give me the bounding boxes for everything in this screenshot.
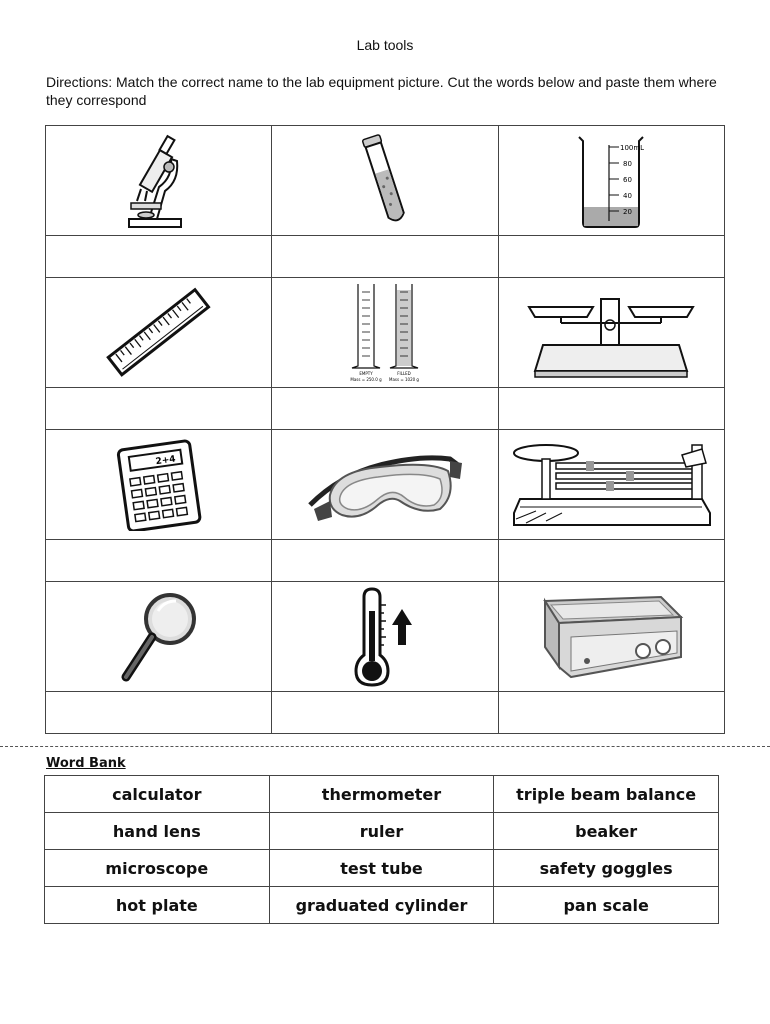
cut-line <box>0 746 770 747</box>
thermometer-icon <box>350 585 420 689</box>
picture-cell <box>272 126 498 236</box>
word-bank-row <box>45 776 719 813</box>
answer-cell[interactable] <box>46 388 272 430</box>
picture-row <box>46 582 725 692</box>
word-bank-word[interactable]: graduated cylinder <box>269 887 494 924</box>
word-bank-word[interactable]: beaker <box>494 813 719 850</box>
picture-cell <box>46 126 272 236</box>
hot-plate-icon <box>531 587 691 687</box>
answer-cell[interactable] <box>272 236 498 278</box>
page-title: Lab tools <box>356 37 414 53</box>
word-bank-row <box>45 887 719 924</box>
picture-cell <box>272 582 498 692</box>
graduated-cylinder-icon <box>340 280 430 386</box>
picture-cell <box>272 278 498 388</box>
answer-cell[interactable] <box>46 540 272 582</box>
cylinder-label: Mass = 1020 g <box>389 376 419 382</box>
word-bank-word[interactable]: safety goggles <box>494 850 719 887</box>
picture-table <box>45 125 725 734</box>
word-bank-word[interactable]: thermometer <box>269 776 494 813</box>
picture-cell <box>498 278 724 388</box>
picture-row <box>46 126 725 236</box>
answer-cell[interactable] <box>46 236 272 278</box>
pan-scale-icon <box>521 283 701 383</box>
answer-cell[interactable] <box>498 692 724 734</box>
answer-row <box>46 236 725 278</box>
ruler-icon <box>104 283 214 383</box>
word-bank-row <box>45 813 719 850</box>
answer-row <box>46 692 725 734</box>
calculator-icon <box>109 439 209 531</box>
test-tube-icon <box>355 131 415 231</box>
beaker-label: 60 <box>623 175 633 184</box>
cylinder-label: Mass = 250.0 g <box>350 376 382 382</box>
word-bank-table <box>44 775 719 924</box>
picture-cell <box>498 126 724 236</box>
directions-text: Directions: Match the correct name to the lab equipment picture. Cut the words below and paste them where they correspond <box>46 74 717 108</box>
answer-cell[interactable] <box>272 692 498 734</box>
safety-goggles-icon <box>300 435 470 535</box>
hand-lens-icon <box>114 587 204 687</box>
picture-cell <box>272 430 498 540</box>
answer-row <box>46 388 725 430</box>
answer-cell[interactable] <box>498 388 724 430</box>
word-bank-row <box>45 850 719 887</box>
word-bank-word[interactable]: ruler <box>269 813 494 850</box>
word-bank-word[interactable]: microscope <box>45 850 270 887</box>
cylinder-label: FILLED <box>397 370 411 376</box>
answer-cell[interactable] <box>272 540 498 582</box>
beaker-label: 40 <box>623 191 633 200</box>
word-bank-word[interactable]: pan scale <box>494 887 719 924</box>
word-bank-title: Word Bank <box>46 756 126 771</box>
answer-cell[interactable] <box>272 388 498 430</box>
calculator-display: 2+4 <box>154 453 176 467</box>
word-bank-word[interactable]: hand lens <box>45 813 270 850</box>
answer-cell[interactable] <box>498 540 724 582</box>
picture-row <box>46 430 725 540</box>
beaker-label: 20 <box>623 207 633 216</box>
answer-row <box>46 540 725 582</box>
word-bank-word[interactable]: test tube <box>269 850 494 887</box>
word-bank-word[interactable]: triple beam balance <box>494 776 719 813</box>
answer-cell[interactable] <box>498 236 724 278</box>
answer-cell[interactable] <box>46 692 272 734</box>
picture-cell <box>46 278 272 388</box>
cylinder-label: EMPTY <box>359 370 373 376</box>
triple-beam-balance-icon <box>506 435 716 535</box>
picture-row <box>46 278 725 388</box>
beaker-label: 80 <box>623 159 633 168</box>
picture-cell <box>46 582 272 692</box>
microscope-icon <box>119 131 199 231</box>
picture-cell <box>498 430 724 540</box>
beaker-icon <box>571 131 651 231</box>
beaker-label: 100mL <box>620 143 645 152</box>
word-bank-word[interactable]: calculator <box>45 776 270 813</box>
picture-cell <box>498 582 724 692</box>
word-bank-word[interactable]: hot plate <box>45 887 270 924</box>
picture-cell <box>46 430 272 540</box>
